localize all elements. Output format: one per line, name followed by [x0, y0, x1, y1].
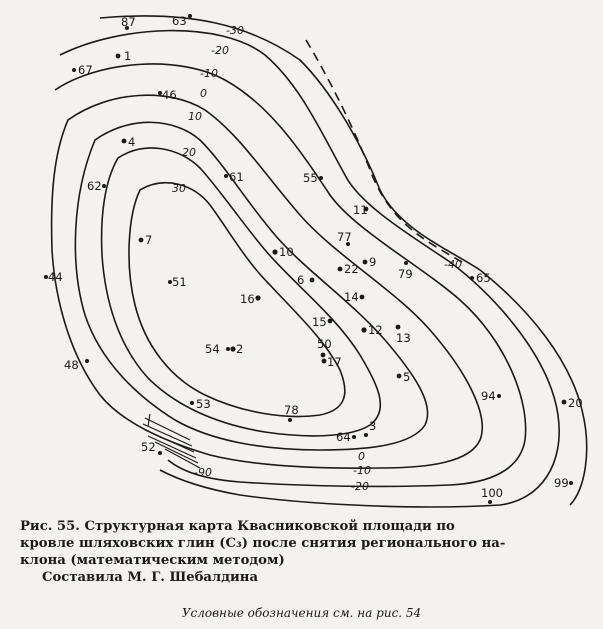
caption-line-1: Рис. 55. Структурная карта Квасниковской площади по	[20, 519, 455, 534]
well-dot	[226, 347, 230, 351]
well-label: 11	[353, 203, 368, 217]
well-dot	[361, 327, 366, 332]
well-label: 48	[64, 358, 79, 372]
well-label: 61	[229, 170, 244, 184]
well-dot	[272, 249, 277, 254]
well-label: 12	[368, 323, 383, 337]
well-label: 50	[317, 337, 332, 351]
contour-label-20: 20	[182, 146, 196, 159]
contour-line-minus-40	[306, 40, 462, 262]
well-label: 79	[398, 267, 413, 281]
contour-line-10	[75, 122, 427, 450]
well-label: 53	[196, 397, 211, 411]
well-label: 22	[344, 262, 359, 276]
well-dot	[85, 359, 89, 363]
well-dot	[562, 400, 567, 405]
contour-label-bottom-0: 0	[358, 450, 365, 463]
contour-label-10: 10	[188, 110, 202, 123]
well-dot	[255, 295, 260, 300]
well-label: 77	[337, 230, 352, 244]
well-dot	[321, 353, 326, 358]
well-dot	[396, 325, 401, 330]
well-label: 64	[336, 430, 351, 444]
well-label: 2	[236, 342, 244, 356]
contour-label-bottom-minus-10: -10	[353, 464, 371, 477]
well-dot	[190, 401, 194, 405]
well-dot	[122, 139, 127, 144]
well-label: 78	[284, 403, 299, 417]
well-dot	[322, 359, 327, 364]
well-label: 5	[403, 370, 411, 384]
well-dot	[139, 238, 144, 243]
well-label: 62	[87, 179, 102, 193]
well-points	[44, 14, 583, 504]
well-label: 54	[205, 342, 220, 356]
well-label: 9	[369, 255, 377, 269]
well-label: 13	[396, 331, 411, 345]
contour-lines	[52, 16, 587, 507]
well-label: 17	[327, 355, 342, 369]
well-label: 6	[297, 273, 305, 287]
contour-line-minus-10	[55, 64, 526, 486]
caption-line-3: клона (математическим методом)	[20, 553, 285, 568]
well-dot	[360, 295, 365, 300]
well-dot	[352, 435, 356, 439]
well-label: 16	[240, 292, 255, 306]
figure-caption	[20, 518, 588, 586]
well-label: 44	[48, 270, 63, 284]
well-label: 46	[162, 88, 177, 102]
well-label: 4	[128, 135, 136, 149]
well-label: 87	[121, 15, 136, 29]
well-label: 63	[172, 14, 187, 28]
well-dot	[116, 54, 121, 59]
well-dot	[338, 267, 343, 272]
contour-label-0: 0	[200, 87, 207, 100]
well-dot	[497, 394, 501, 398]
contour-label-bottom-minus-90: -90	[194, 466, 212, 479]
well-label: 7	[145, 233, 153, 247]
well-label: 51	[172, 275, 187, 289]
well-dot	[158, 451, 162, 455]
well-dot	[569, 481, 573, 485]
contour-label-minus-40: -40	[444, 258, 462, 271]
well-label: 65	[476, 271, 491, 285]
well-label: 52	[141, 440, 156, 454]
well-label: 15	[312, 315, 327, 329]
contour-label-minus-20: -20	[211, 44, 229, 57]
well-dot	[397, 374, 402, 379]
caption-line-2: кровле шляховских глин (С₃) после снятия регионального на-	[20, 536, 506, 551]
well-dot	[188, 14, 192, 18]
well-dot	[404, 261, 408, 265]
well-label: 1	[124, 49, 132, 63]
well-dot	[319, 176, 323, 180]
well-label: 14	[344, 290, 359, 304]
well-label: 3	[369, 419, 377, 433]
well-label: 10	[279, 245, 294, 259]
well-dot	[310, 278, 315, 283]
well-dot	[364, 433, 368, 437]
contour-label-30: 30	[172, 182, 186, 195]
well-label: 99	[554, 476, 569, 490]
well-dot	[488, 500, 492, 504]
contour-label-minus-30: -30	[226, 24, 244, 37]
well-dot	[363, 260, 368, 265]
well-label: 20	[568, 396, 583, 410]
well-label: 100	[481, 486, 503, 500]
legend-reference-note: Условные обозначения см. на рис. 54	[181, 606, 422, 620]
well-dot	[328, 319, 333, 324]
contour-labels	[172, 24, 462, 493]
well-dot	[288, 418, 292, 422]
well-dot	[102, 184, 106, 188]
well-label: 67	[78, 63, 93, 77]
well-dot	[224, 174, 228, 178]
contour-label-bottom-minus-20: -20	[351, 480, 369, 493]
well-label: 94	[481, 389, 496, 403]
well-dot	[230, 346, 235, 351]
well-dot	[470, 276, 474, 280]
contour-label-minus-10: -10	[200, 67, 218, 80]
well-dot	[72, 68, 76, 72]
caption-author: Составила М. Г. Шебалдина	[42, 570, 259, 585]
well-label: 55	[303, 171, 318, 185]
